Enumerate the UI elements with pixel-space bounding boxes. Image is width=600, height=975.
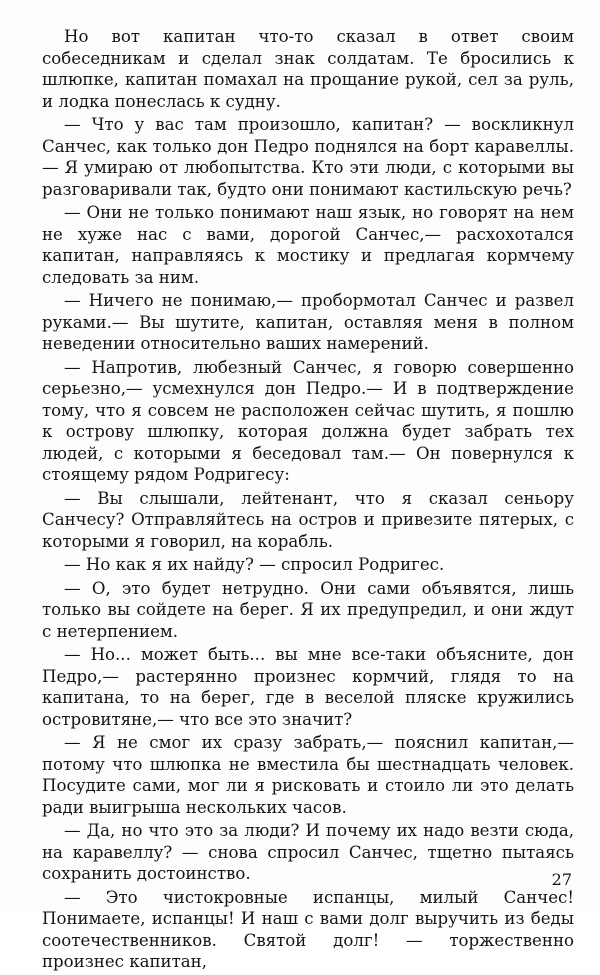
paragraph: Но вот капитан что-то сказал в ответ своим собеседникам и сделал знак солдатам. Те бросились к шлюпке, капитан помахал на прощание рукой, сел за руль, и лодка понеслась к судну. — [42, 27, 574, 111]
paragraph: — Но... может быть... вы мне все-таки объясните, дон Педро,— растерянно произнес кормчий, глядя то на капитана, то на берег, где в веселой пляске кружились островитяне,— что все это значит? — [42, 645, 574, 729]
paragraph: — Напротив, любезный Санчес, я говорю совершенно серьезно,— усмехнулся дон Педро.— И в подтверждение тому, что я совсем не расположен сейчас шутить, я пошлю к острову шлюпку, которая должна будет забрать тех людей, с которыми я беседовал там.— Он повернулся к стоящему рядом Родригесу: — [42, 357, 574, 484]
paragraph: — О, это будет нетрудно. Они сами объявятся, лишь только вы сойдете на берег. Я их предупредил, и они ждут с нетерпением. — [42, 578, 574, 641]
page-number: 27 — [551, 870, 572, 889]
paragraph: — Что у вас там произошло, капитан? — воскликнул Санчес, как только дон Педро поднялся на борт каравеллы.— Я умираю от любопытства. Кто эти люди, с которыми вы разговаривали так, будто они понимают кастильскую речь? — [42, 115, 574, 199]
paragraph: — Вы слышали, лейтенант, что я сказал сеньору Санчесу? Отправляйтесь на остров и привезите пятерых, с которыми я говорил, на корабль. — [42, 488, 574, 551]
paragraph: — Я не смог их сразу забрать,— пояснил капитан,— потому что шлюпка не вместила бы шестнадцать человек. Посудите сами, мог ли я рисковать и стоило ли это делать ради выигрыша нескольких часов. — [42, 733, 574, 817]
body-text — [42, 26, 574, 975]
paragraph: — Да, но что это за люди? И почему их надо везти сюда, на каравеллу? — снова спросил Санчес, тщетно пытаясь сохранить достоинство. — [42, 821, 574, 883]
paragraph: — Ничего не понимаю,— пробормотал Санчес и развел руками.— Вы шутите, капитан, оставляя меня в полном неведении относительно ваших намерений. — [42, 291, 574, 353]
paragraph: — Это чистокровные испанцы, милый Санчес! Понимаете, испанцы! И наш с вами долг выручить из беды соотечественников. Святой долг! — торжественно произнес капитан, — [42, 887, 574, 971]
paragraph: — Они не только понимают наш язык, но говорят на нем не хуже нас с вами, дорогой Санчес,— расхохотался капитан, направляясь к мостику и предлагая кормчему следовать за ним. — [42, 203, 574, 287]
paragraph: — Но как я их найду? — спросил Родригес. — [64, 555, 445, 574]
